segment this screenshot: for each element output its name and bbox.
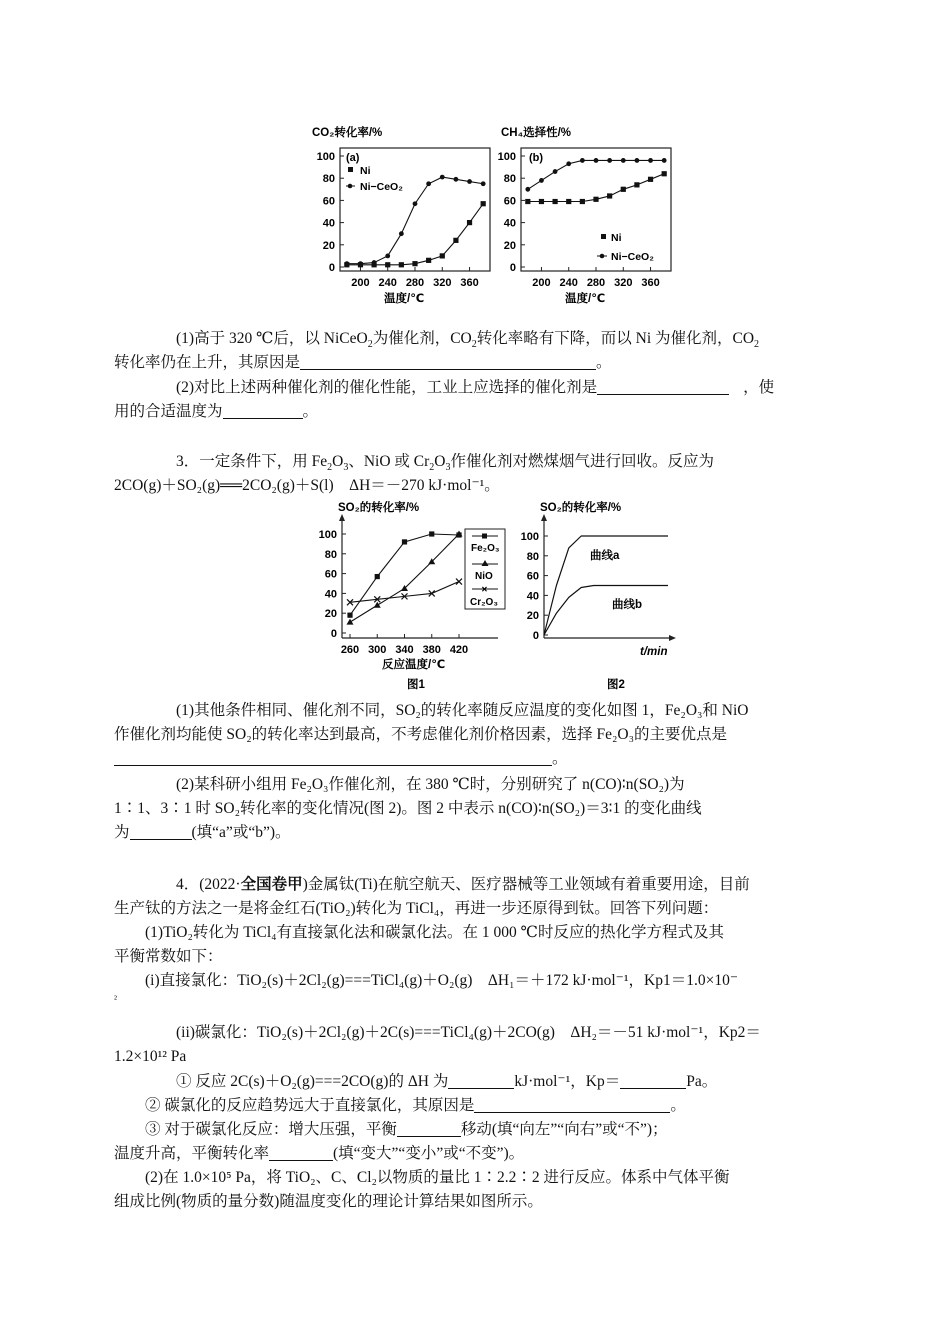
- y-tick-label: 40: [322, 217, 335, 230]
- b-ni-point: [580, 199, 585, 204]
- fig2-ylabel: SO₂的转化率/%: [540, 502, 622, 514]
- y-tick-label: 0: [330, 628, 337, 640]
- y-tick-label: 20: [322, 239, 335, 252]
- answer-blank[interactable]: [397, 1120, 461, 1137]
- q2-part1-l2: 转化率仍在上升，其原因是: [114, 354, 301, 371]
- answer-blank[interactable]: [114, 749, 552, 766]
- a-ni-point: [426, 258, 431, 263]
- a-ni-point: [412, 261, 417, 266]
- a-ni-point: [467, 220, 472, 225]
- x-tick-label: 280: [405, 277, 425, 289]
- b-ni-point: [566, 199, 571, 204]
- b-ni-point: [662, 171, 667, 176]
- b-ni-point: [525, 199, 530, 204]
- fig1-nio-point: [347, 619, 354, 625]
- answer-blank[interactable]: [620, 1072, 686, 1089]
- b-nice-point: [648, 158, 653, 163]
- q2-part1: (1)高于 320 ℃后，以 NiCeO$_2$为催化剂，$CO_2$转化率略有下降，而以 Ni 为催化剂，$CO_2$ 转化率仍在上升，其原因是 。: [114, 330, 760, 371]
- fig1-fe-line: [350, 534, 459, 615]
- fig1-fe-point: [375, 574, 380, 579]
- a-nice-point: [454, 177, 459, 182]
- a-nice-point: [467, 179, 472, 184]
- chart-b-xlabel: 温度/℃: [565, 293, 606, 305]
- x-tick-label: 360: [641, 277, 660, 289]
- y-tick-label: 100: [316, 151, 335, 163]
- x-tick-label: 340: [395, 644, 414, 656]
- fig2-caption: 图2: [607, 679, 625, 691]
- chart-a-ylabel: CO₂转化率/%: [312, 127, 383, 139]
- chart-b-legend-ni: Ni: [611, 232, 622, 244]
- b-ni-point: [539, 199, 544, 204]
- b-nice-point: [553, 169, 558, 174]
- fig1-legend-nio: NiO: [475, 571, 493, 582]
- y-tick-label: 80: [526, 550, 539, 563]
- fig1-fe-point: [347, 613, 352, 618]
- b-nice-point: [525, 187, 530, 192]
- b-ni-point: [552, 199, 557, 204]
- a-nice-point: [399, 231, 404, 236]
- chart-a-panel: (a): [346, 152, 360, 164]
- legend-square-marker: [601, 234, 606, 239]
- y-tick-label: 40: [324, 588, 337, 601]
- q3-stem: 3．一定条件下，用 $Fe_2O_3$、NiO 或 $Cr_2O_3$作催化剂对燃煤烟气进行回收。反应为 2CO(g)＋SO₂(g)══2CO₂(g)＋S(l) ΔH＝－270 kJ·mol⁻¹。: [114, 453, 715, 494]
- chart-a-xlabel: 温度/℃: [384, 293, 425, 305]
- fig1-legend-cr: Cr₂O₃: [470, 597, 498, 608]
- chart-b-legend-nice: Ni−CeO₂: [611, 251, 654, 263]
- b-ni-point: [607, 193, 612, 198]
- fig1-xlabel: 反应温度/℃: [382, 659, 446, 671]
- a-ni-point: [453, 238, 458, 243]
- x-tick-label: 200: [532, 277, 551, 289]
- a-ni-point: [481, 201, 486, 206]
- fig1-nio-point: [374, 602, 381, 608]
- answer-blank[interactable]: [223, 402, 303, 419]
- fig2-curve-b-label: 曲线b: [612, 599, 643, 611]
- x-tick-label: 420: [449, 644, 469, 656]
- a-nice-point: [344, 261, 349, 266]
- b-nice-point: [621, 158, 626, 163]
- x-tick-label: 320: [614, 277, 633, 289]
- b-nice-point: [635, 158, 640, 163]
- fig1-ylabel: SO₂的转化率/%: [338, 502, 420, 514]
- answer-blank[interactable]: [597, 378, 729, 395]
- b-ni-point: [593, 197, 598, 202]
- q4-source: 全国卷甲: [240, 876, 303, 893]
- y-tick-label: 0: [509, 262, 516, 274]
- x-tick-label: 320: [433, 277, 452, 289]
- y-tick-label: 80: [503, 173, 516, 186]
- fig1-legend-fe: Fe₂O₃: [471, 543, 500, 554]
- y-tick-label: 100: [318, 529, 337, 541]
- a-nice-point: [481, 181, 486, 186]
- legend-dot-marker: [600, 254, 605, 259]
- q3-part2: (2)某科研小组用 Fe₂O₃作催化剂，在 380 ℃时，分别研究了 n(CO)∶n(SO₂)为 1∶1、3∶1 时 SO₂转化率的变化情况(图 2)。图 2 中表示 n(CO)∶n(SO₂)＝3∶1 的变化曲线 为 (填“a”或“b”)。: [114, 776, 702, 841]
- y-tick-label: 80: [322, 173, 335, 186]
- a-ni-line: [347, 204, 483, 265]
- y-tick-label: 60: [526, 570, 539, 583]
- chart-b: [493, 120, 678, 305]
- y-tick-label: 40: [503, 217, 516, 230]
- b-nice-point: [594, 158, 599, 163]
- legend-dot-marker: [348, 184, 353, 189]
- x-tick-label: 360: [460, 277, 479, 289]
- chart-fig2: [512, 498, 687, 694]
- y-tick-label: 60: [503, 195, 516, 208]
- y-tick-label: 60: [322, 195, 335, 208]
- q3-part1: (1)其他条件相同、催化剂不同，SO₂的转化率随反应温度的变化如图 1，Fe₂O₃和 NiO 作催化剂均能使 SO₂的转化率达到最高，不考虑催化剂价格因素，选择 Fe₂O₃的主要优点是 。: [114, 702, 749, 767]
- x-tick-label: 280: [586, 277, 606, 289]
- b-nice-point: [539, 178, 544, 183]
- a-nice-point: [385, 254, 390, 259]
- legend-square-marker: [348, 167, 353, 172]
- legend-cross-marker: ×: [481, 584, 488, 596]
- y-tick-label: 60: [324, 568, 337, 581]
- fig1-nio-line: [350, 534, 459, 622]
- x-tick-label: 200: [351, 277, 370, 289]
- a-ni-point: [385, 262, 390, 267]
- y-tick-label: 20: [324, 608, 337, 621]
- chart-a-legend-ni: Ni: [360, 165, 371, 177]
- a-nice-point: [426, 181, 431, 186]
- fig1-caption: 图1: [407, 679, 425, 691]
- chart-fig1: [312, 498, 517, 694]
- chart-b-panel: (b): [529, 152, 544, 164]
- fig2-xlabel: t/min: [640, 646, 668, 658]
- a-nice-point: [358, 261, 363, 266]
- a-nice-point: [413, 201, 418, 206]
- q4-sub: ① 反应 2C(s)＋O₂(g)===2CO(g)的 ΔH 为 kJ·mol⁻¹，Kp＝ Pa。 ② 碳氯化的反应趋势远大于直接氯化，其原因是 。 ③ 对于碳氯化反应：增大压强，平衡 移动(填“向左”“向右”或“不”)； 温度升高，平衡转化率 (填“变大”“变小”或“不变”)。 (2)在 1.0×10⁵ Pa，将 TiO₂、C、Cl₂以物质的量比 1∶2.2∶2 进行反应。体系中气体平衡 组成比例(物质的量分数)随温度变化的理论计算结果如图所示。: [114, 1073, 730, 1210]
- q4-ii: (ii)碳氯化：TiO₂(s)＋2Cl₂(g)＋2C(s)===TiCl₄(g)＋2CO(g) ΔH₂＝－51 kJ·mol⁻¹，Kp2＝ 1.2×10¹² Pa: [114, 1024, 761, 1065]
- legend-square-marker: [482, 534, 487, 539]
- a-nice-point: [372, 260, 377, 265]
- fig2-curve-a-label: 曲线a: [590, 550, 620, 562]
- x-tick-label: 300: [368, 644, 387, 656]
- fig2-curve-b: [544, 586, 668, 636]
- chart-a: [308, 120, 493, 305]
- b-nice-point: [580, 158, 585, 163]
- x-tick-label: 240: [559, 277, 578, 289]
- y-tick-label: 0: [532, 630, 539, 642]
- y-tick-label: 20: [526, 610, 539, 623]
- a-ni-point: [399, 262, 404, 267]
- x-tick-label: 380: [422, 644, 441, 656]
- b-ni-point: [634, 182, 639, 187]
- y-tick-label: 20: [503, 239, 516, 252]
- a-nice-point: [440, 175, 445, 180]
- answer-blank[interactable]: [448, 1072, 514, 1089]
- answer-blank[interactable]: [300, 353, 596, 370]
- q4-stem: 4．(2022·全国卷甲)金属钛(Ti)在航空航天、医疗器械等工业领域有着重要用途，目前 生产钛的方法之一是将金红石(TiO₂)转化为 TiCl₄，再进一步还原得到钛。回答下列问题： (1)TiO₂转化为 TiCl₄有直接氯化法和碳氯化法。在 1 000 ℃时反应的热化学方程式及其 平衡常数如下： (i)直接氯化：TiO₂(s)＋2Cl₂(g)===TiCl₄(g)＋O₂(g) ΔH₁＝＋172 kJ·mol⁻¹，Kp1＝1.0×10⁻ $^{^2}$: [114, 876, 750, 1005]
- b-nice-point: [607, 158, 612, 163]
- chart-a-legend-nice: Ni−CeO₂: [360, 181, 403, 193]
- b-nice-point: [662, 158, 667, 163]
- a-ni-point: [440, 253, 445, 258]
- y-tick-label: 40: [526, 590, 539, 603]
- fig1-fe-point: [402, 539, 407, 544]
- chart-b-ylabel: CH₄选择性/%: [501, 127, 572, 139]
- b-nice-point: [566, 161, 571, 166]
- y-tick-label: 100: [497, 151, 516, 163]
- y-tick-label: 80: [324, 548, 337, 561]
- b-nice-line: [528, 160, 664, 189]
- b-ni-point: [621, 187, 626, 192]
- answer-blank[interactable]: [130, 823, 192, 840]
- b-ni-point: [648, 177, 653, 182]
- answer-blank[interactable]: [269, 1144, 333, 1161]
- y-tick-label: 100: [520, 531, 539, 543]
- fig1-fe-point: [429, 531, 434, 536]
- answer-blank[interactable]: [474, 1096, 670, 1113]
- q2-part2: (2)对比上述两种催化剂的催化性能，工业上应选择的催化剂是 ，使 用的合适温度为 。: [114, 379, 775, 420]
- x-tick-label: 240: [378, 277, 397, 289]
- y-tick-label: 0: [328, 262, 335, 274]
- x-tick-label: 260: [340, 644, 360, 656]
